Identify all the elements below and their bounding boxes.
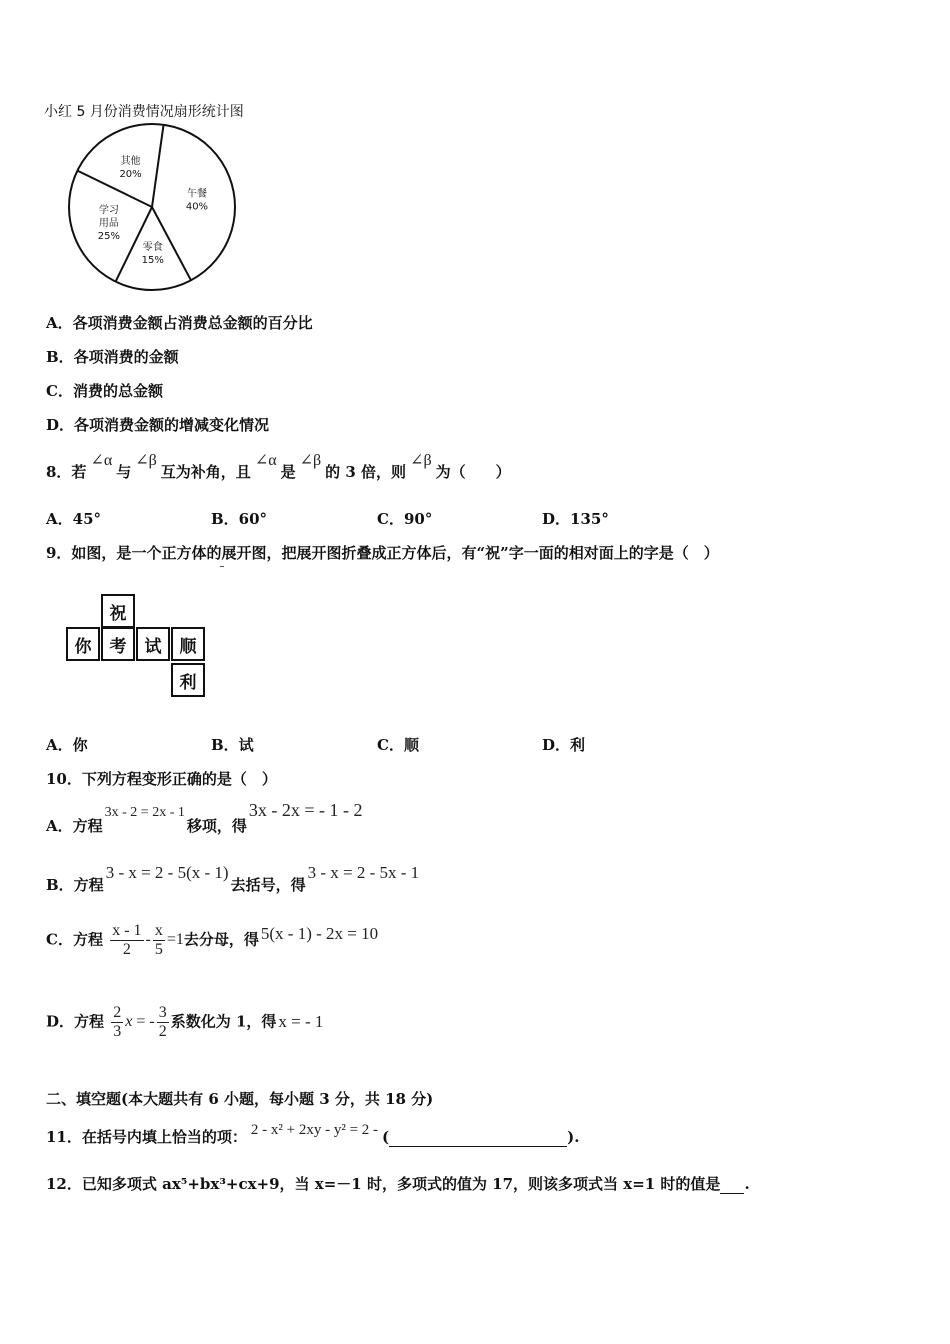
q11-eq: 2 - x² + 2xy - y² = 2 - — [250, 1122, 379, 1138]
q10-d-frac1 — [111, 1004, 123, 1041]
q10-b-label: B．方程 — [46, 876, 104, 894]
angle-beta-3: ∠β — [410, 452, 432, 469]
q10-d-den2: 2 — [158, 1023, 167, 1040]
q10-d-num1: 2 — [113, 1004, 122, 1021]
q10-a-eq2: 3x - 2x = - 1 - 2 — [248, 800, 363, 820]
q12-answer-blank[interactable] — [720, 1175, 744, 1194]
q11-stem: 11．在括号内填上恰当的项： — [46, 1128, 247, 1146]
q10-c-eq2: 5(x - 1) - 2x = 10 — [260, 923, 379, 943]
q10-b-mid: 去括号，得 — [230, 876, 306, 894]
pie-label-2: 学习 — [98, 204, 119, 216]
q10-option-c — [46, 922, 378, 959]
q7-option-b: B．各项消费的金额 — [46, 348, 179, 366]
chart-title: 小红 5 月份消费情况扇形统计图 — [44, 104, 244, 120]
pie-label-0: 午餐 — [186, 188, 207, 200]
q10-b-eq1: 3 - x = 2 - 5(x - 1) — [105, 863, 229, 882]
q10-c-frac2 — [153, 922, 165, 959]
q11-paren-close: ). — [567, 1128, 580, 1146]
cube-net — [66, 594, 216, 704]
q12-stem: 12．已知多项式 ax⁵+bx³+cx+9，当 x=－1 时，多项式的值为 17，则该多项式当 x=1 时的值是 — [46, 1175, 721, 1193]
pie-label-1: 零食 — [142, 242, 163, 254]
pie-label-1: 15% — [141, 255, 164, 267]
q8-bei: 的 3 倍，则 — [325, 463, 407, 481]
q8-option-c: C．90° — [377, 510, 433, 528]
net-cell-ni: 你 — [66, 627, 100, 661]
q9-stem: 9．如图，是一个正方体的展开图，把展开图折叠成正方体后，有“祝”字一面的相对面上的字是（ ） — [46, 544, 719, 562]
pie-chart — [60, 122, 245, 292]
pie-label-0: 40% — [185, 201, 209, 213]
q11-paren-open: ( — [382, 1128, 390, 1146]
q12-end: . — [744, 1175, 750, 1193]
pie-label-2: 用品 — [98, 217, 119, 229]
q8-option-b: B．60° — [211, 510, 268, 528]
q10-d-mid: 系数化为 1，得 — [170, 1012, 277, 1031]
angle-alpha-2: ∠α — [254, 452, 277, 469]
q10-c-num1: x - 1 — [112, 922, 142, 939]
q8-wei: 为（ ） — [435, 463, 511, 481]
q10-c-num2: x — [154, 922, 163, 939]
q10-option-d — [46, 1004, 323, 1041]
q9-option-a: A．你 — [46, 736, 88, 754]
q10-stem: 10．下列方程变形正确的是（ ） — [46, 770, 277, 788]
net-cell-shun: 顺 — [171, 627, 205, 661]
net-cell-li: 利 — [171, 663, 205, 697]
q10-d-num2: 3 — [158, 1004, 167, 1021]
q10-d-eq1: $\frac{2}{3}$ x = - $\frac{3}{2}$ — [113, 1004, 167, 1040]
q10-c-label: C．方程 — [46, 930, 103, 949]
net-cell-kao: 考 — [101, 627, 135, 661]
q10-d-den1: 3 — [113, 1023, 122, 1040]
q10-option-b — [46, 862, 420, 894]
net-cell-shi: 试 — [136, 627, 170, 661]
q10-c-den1: 2 — [122, 941, 131, 958]
net-cell-zhu: 祝 — [101, 594, 135, 628]
q9-option-c: C．顺 — [377, 736, 419, 754]
angle-beta: ∠β — [135, 452, 157, 469]
q7-option-d: D．各项消费金额的增减变化情况 — [46, 416, 270, 434]
section-2-heading: 二、填空题(本大题共有 6 小题，每小题 3 分，共 18 分) — [46, 1090, 434, 1108]
q8-yu: 与 — [116, 463, 132, 481]
q11-answer-blank[interactable] — [389, 1128, 567, 1147]
q8-stem — [46, 452, 511, 482]
q10-c-mid: 去分母，得 — [183, 930, 259, 949]
q10-d-frac2 — [157, 1004, 169, 1041]
q10-a-eq1: 3x - 2 = 2x - 1 — [104, 805, 185, 820]
q10-option-a — [46, 800, 363, 835]
angle-beta-2: ∠β — [299, 452, 322, 469]
pie-label-3: 20% — [119, 169, 142, 181]
q9-option-b: B．试 — [211, 736, 254, 754]
q10-b-eq2: 3 - x = 2 - 5x - 1 — [307, 863, 420, 882]
q7-option-c: C．消费的总金额 — [46, 382, 163, 400]
pie-label-2: 25% — [97, 230, 120, 242]
q9-option-d: D．利 — [542, 736, 586, 754]
q10-d-eq2: x = - 1 — [278, 1011, 324, 1031]
q8-num: 8．若 — [46, 463, 87, 481]
q11 — [46, 1118, 580, 1146]
q10-a-mid: 移项，得 — [186, 817, 247, 835]
q10-a-label: A．方程 — [46, 817, 103, 835]
q12 — [46, 1173, 750, 1194]
pie-label-3: 其他 — [120, 156, 141, 168]
q10-c-frac1 — [110, 922, 143, 959]
q7-option-a: A．各项消费金额占消费总金额的百分比 — [46, 314, 313, 332]
q10-c-den2: 5 — [154, 941, 163, 958]
q8-option-d: D．135° — [542, 510, 609, 528]
q8-shi: 是 — [280, 463, 296, 481]
q8-hubu: 互为补角，且 — [160, 463, 251, 481]
q10-d-label: D．方程 — [46, 1012, 105, 1031]
q10-c-eq1: $\frac{x - 1}{2}$ - $\frac{x}{5}$ =1 — [112, 922, 184, 958]
q8-option-a: A．45° — [46, 510, 102, 528]
stray-mark — [220, 566, 224, 567]
angle-alpha: ∠α — [90, 452, 113, 469]
